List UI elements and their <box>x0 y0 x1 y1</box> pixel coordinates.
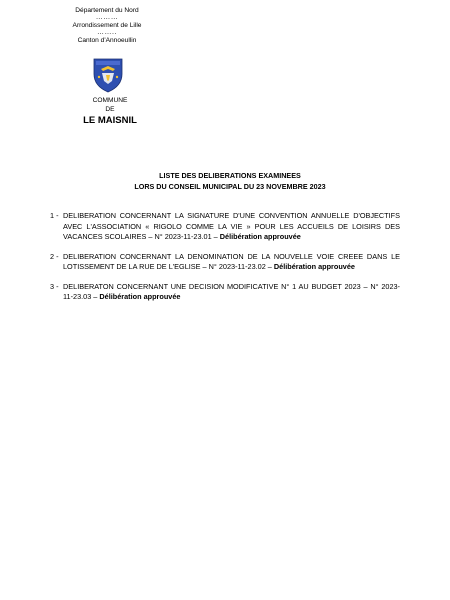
list-item-number: 3 - <box>50 281 59 291</box>
title-line-2: LORS DU CONSEIL MUNICIPAL DU 23 NOVEMBRE 2023 <box>134 182 326 191</box>
list-item-text <box>63 282 400 303</box>
list-item-text <box>63 252 400 273</box>
deliberation-status: Délibération approuvée <box>99 292 181 301</box>
list-item-text <box>63 211 400 243</box>
list-item-number: 2 - <box>50 251 59 261</box>
list-item <box>50 211 400 243</box>
arrondissement-line: Arrondissement de Lille <box>72 22 142 29</box>
list-item-number: 1 - <box>50 211 59 220</box>
deliberation-status: Délibération approuvée <box>219 232 301 241</box>
departement-line: Département du Nord <box>75 7 139 14</box>
list-item <box>50 252 400 273</box>
deliberation-description: DELIBERATON CONCERNANT UNE DECISION MODIFICATIVE N° 1 AU BUDGET 2023 – N° 2023-11-23.03 – <box>63 281 400 301</box>
document-title <box>80 170 380 192</box>
deliberation-list <box>50 211 400 312</box>
list-item <box>50 282 400 303</box>
canton-line: Canton d'Annoeullin <box>77 37 137 44</box>
header-separator: …….. <box>97 29 117 36</box>
title-line-1: LISTE DES DELIBERATIONS EXAMINEES <box>159 171 301 180</box>
coat-of-arms-icon <box>92 57 124 93</box>
commune-de: DE <box>105 105 115 113</box>
administrative-header <box>62 6 152 45</box>
commune-name: LE MAISNIL <box>83 115 137 126</box>
commune-block <box>70 97 150 127</box>
header-separator: ……… <box>95 14 119 21</box>
deliberation-status: Délibération approuvée <box>273 262 355 271</box>
deliberation-description: DELIBERATION CONCERNANT LA DENOMINATION DE LA NOUVELLE VOIE CREEE DANS LE LOTISSEMENT DE LA RUE DE L'EGLISE – N° 2023-11-23.02 – <box>63 251 400 271</box>
commune-label: COMMUNE <box>92 97 128 104</box>
deliberation-description: DELIBERATION CONCERNANT LA SIGNATURE D'UNE CONVENTION ANNUELLE D'OBJECTIFS AVEC L'ASSOCIATION « RIGOLO COMME LA VIE » POUR LES ACCUEILS DE LOISIRS DES VACANCES SCOLAIRES – N° 2023-11-23.01 – <box>63 211 400 241</box>
